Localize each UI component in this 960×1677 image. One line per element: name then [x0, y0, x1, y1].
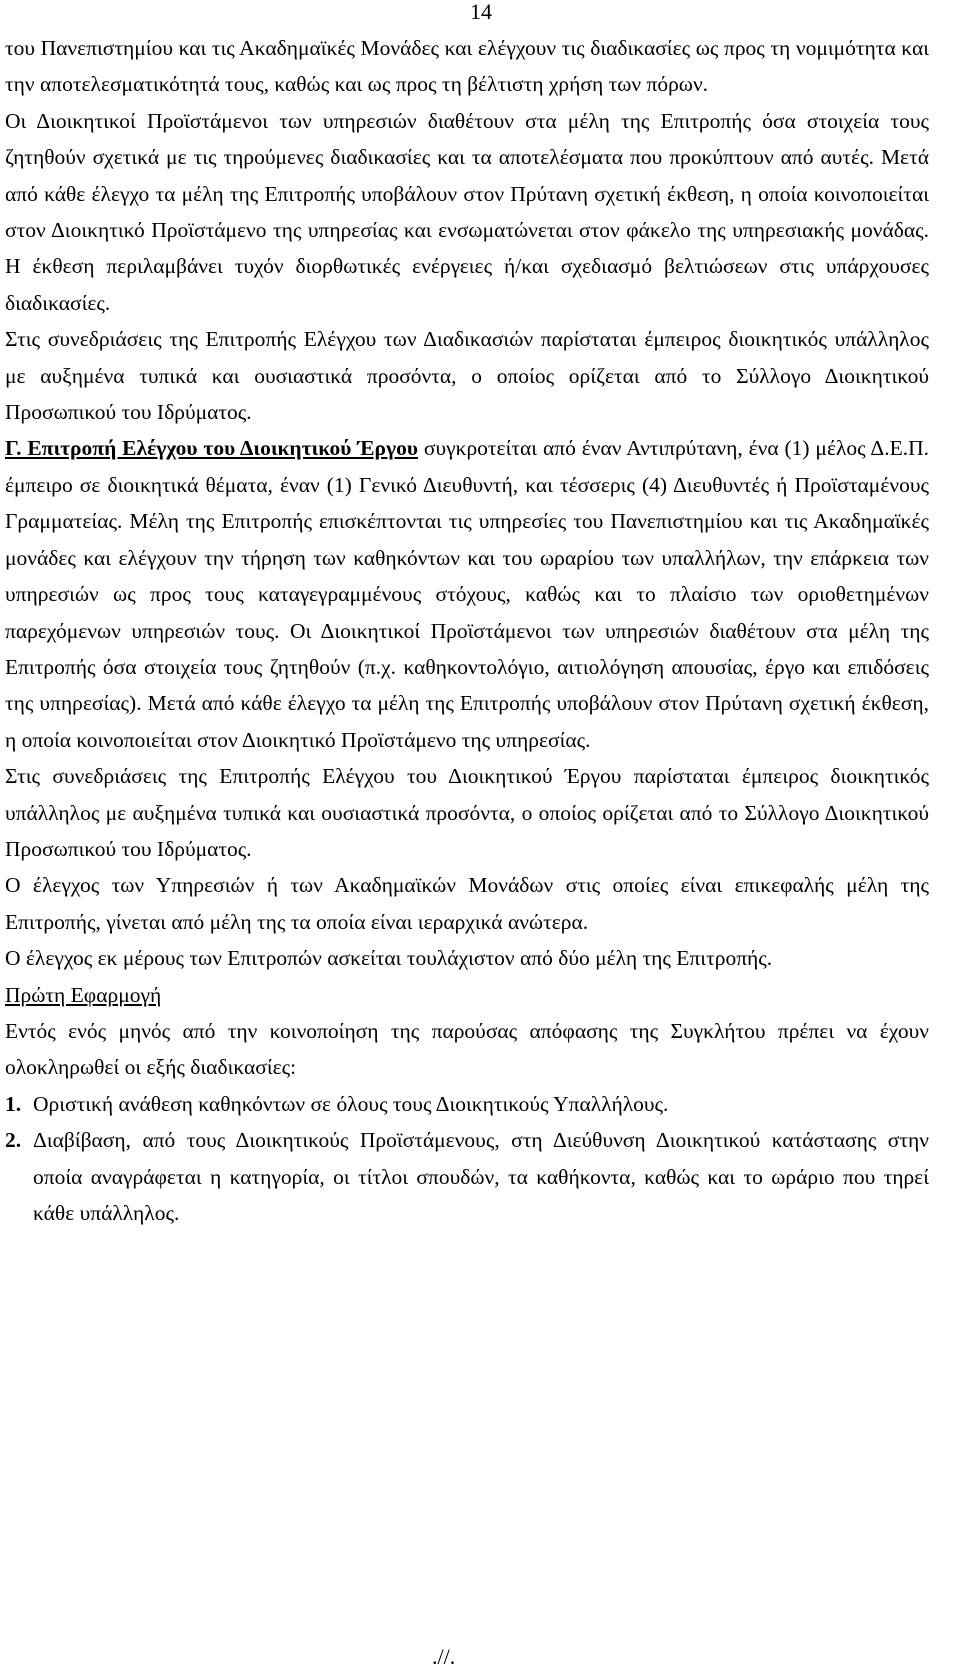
paragraph-2: Οι Διοικητικοί Προϊστάμενοι των υπηρεσιών διαθέτουν στα μέλη της Επιτροπής όσα στοιχεία τους ζητηθούν σχετικά με τις τηρούμενες διαδικασίες και τα αποτελέσματα που προκύπτουν από αυτές. Μετά από κάθε έλεγχο τα μέλη της Επιτροπής υποβάλουν στον Πρύτανη σχετική έκθεση, η οποία κοινοποιείται στον Διοικητικό Προϊστάμενο της υπηρεσίας και ενσωματώνεται στον φάκελο της υπηρεσιακής μονάδας. Η έκθεση περιλαμβάνει τυχόν διορθωτικές ενέργειες ή/και σχεδιασμό βελτιώσεων στις υπάρχουσες διαδικασίες. — [5, 108, 929, 315]
paragraph-1: του Πανεπιστημίου και τις Ακαδημαϊκές Μονάδες και ελέγχουν τις διαδικασίες ως προς τη νομιμότητα και την αποτελεσματικότητά τους, καθώς και ως προς τη βέλτιστη χρήση των πόρων. — [5, 36, 929, 97]
page-number: 14 — [470, 0, 492, 24]
paragraph-4 — [5, 430, 929, 758]
list-item-number: 1. — [5, 1091, 22, 1116]
list-item — [5, 1086, 929, 1122]
paragraph-3: Στις συνεδριάσεις της Επιτροπής Ελέγχου των Διαδικασιών παρίσταται έμπειρος διοικητικός υπάλληλος με αυξημένα τυπικά και ουσιαστικά προσόντα, ο οποίος ορίζεται από το Σύλλογο Διοικητικού Προσωπικού του Ιδρύματος. — [5, 327, 929, 425]
paragraph-7: Ο έλεγχος εκ μέρους των Επιτροπών ασκείται τουλάχιστον από δύο μέλη της Επιτροπής. — [5, 946, 773, 971]
paragraph-6: Ο έλεγχος των Υπηρεσιών ή των Ακαδημαϊκών Μονάδων στις οποίες είναι επικεφαλής μέλη της Επιτροπής, γίνεται από μέλη της τα οποία είναι ιεραρχικά ανώτερα. — [5, 873, 929, 934]
list-item-text: Οριστική ανάθεση καθηκόντων σε όλους τους Διοικητικούς Υπαλλήλους. — [33, 1091, 669, 1116]
paragraph-8: Εντός ενός μηνός από την κοινοποίηση της παρούσας απόφασης της Συγκλήτου πρέπει να έχουν ολοκληρωθεί οι εξής διαδικασίες: — [5, 1018, 929, 1080]
list-item — [5, 1122, 929, 1231]
list-item-number: 2. — [5, 1128, 22, 1153]
list-item-text: Διαβίβαση, από τους Διοικητικούς Προϊστάμενους, στη Διεύθυνση Διοικητικού κατάστασης στην οποία αναγράφεται η κατηγορία, οι τίτλοι σπουδών, τα καθήκοντα, καθώς και το ωράριο που τηρεί κάθε υπάλληλος. — [33, 1128, 929, 1225]
paragraph-4-text: συγκροτείται από έναν Αντιπρύτανη, ένα (1) μέλος Δ.Ε.Π. έμπειρο σε διοικητικά θέματα, έναν (1) Γενικό Διευθυντή, και τέσσερις (4) Διευθυντές ή Προϊσταμένους Γραμματείας. Μέλη της Επιτροπής επισκέπτονται τις υπηρεσίες του Πανεπιστημίου και τις Ακαδημαϊκές μονάδες και ελέγχουν την τήρηση των καθηκόντων και του ωραρίου των υπαλλήλων, την επάρκεια των υπηρεσιών ως προς τους καταγεγραμμένους στόχους, καθώς και το πλαίσιο των οριοθετημένων παρεχόμενων υπηρεσιών τους. Οι Διοικητικοί Προϊστάμενοι των υπηρεσιών διαθέτουν στα μέλη της Επιτροπής όσα στοιχεία τους ζητηθούν (π.χ. καθηκοντολόγιο, αιτιολόγηση απουσίας, έργο και επιδόσεις της υπηρεσίας). Μετά από κάθε έλεγχο τα μέλη της Επιτροπής υποβάλουν στον Πρύτανη σχετική έκθεση, η οποία κοινοποιείται στον Διοικητικό Προϊστάμενο της υπηρεσίας. — [5, 436, 929, 752]
heading-first-application: Πρώτη Εφαρμογή — [5, 982, 162, 1007]
page-end-mark: .//. — [432, 1644, 456, 1669]
document-body — [5, 30, 929, 1231]
section-heading-committee-administrative-work: Γ. Επιτροπή Ελέγχου του Διοικητικού Έργου — [5, 436, 418, 461]
paragraph-5: Στις συνεδριάσεις της Επιτροπής Ελέγχου του Διοικητικού Έργου παρίσταται έμπειρος διοικητικός υπάλληλος με αυξημένα τυπικά και ουσιαστικά προσόντα, ο οποίος ορίζεται από το Σύλλογο Διοικητικού Προσωπικού του Ιδρύματος. — [5, 764, 929, 861]
